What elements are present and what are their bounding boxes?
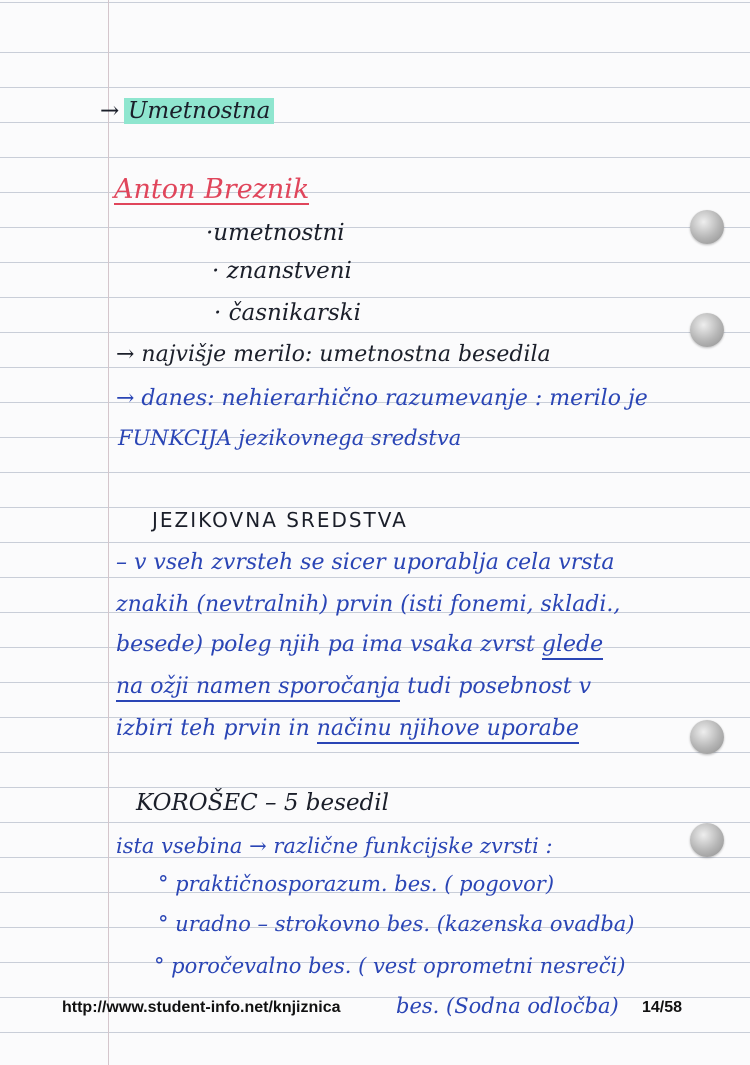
- heading-title: [124, 100, 274, 123]
- sredstva-line-4-text: tudi posebnost v: [400, 674, 592, 699]
- korosec-intro: ista vsebina → različne funkcijske zvrsti :: [116, 834, 553, 858]
- sredstva-line-4: [116, 676, 591, 698]
- breznik-item-3: · časnikarski: [214, 300, 361, 326]
- punch-hole: [690, 313, 724, 347]
- sredstva-line-1: – v vseh zvrsteh se sicer uporablja cela vrsta: [116, 550, 615, 575]
- sredstva-line-3-text: besede) poleg njih pa ima vsaka zvrst: [116, 632, 542, 657]
- korosec-item-1: ° praktičnosporazum. bes. ( pogovor): [158, 872, 555, 896]
- heading-title-text: Umetnostna: [124, 98, 274, 124]
- sredstva-line-5-underlined: načinu njihove uporabe: [317, 716, 579, 744]
- section-title-korosec: KOROŠEC – 5 besedil: [136, 790, 389, 816]
- breznik-name: Anton Breznik: [114, 174, 310, 205]
- sredstva-line-3-underlined: glede: [542, 632, 603, 660]
- punch-hole: [690, 823, 724, 857]
- footer-url: http://www.student-info.net/knjiznica: [62, 999, 341, 1016]
- margin-line: [108, 0, 109, 1065]
- sredstva-line-5-text: izbiri teh prvin in: [116, 716, 317, 741]
- breznik-item-1: ·umetnostni: [206, 220, 345, 246]
- sredstva-line-4-underlined: na ožji namen sporočanja: [116, 674, 400, 702]
- funkcija-line: FUNKCIJA jezikovnega sredstva: [118, 426, 462, 450]
- korosec-item-3: ° poročevalno bes. ( vest oprometni nesreči): [154, 954, 626, 978]
- sredstva-line-3: [116, 634, 603, 656]
- breznik-item-2: · znanstveni: [212, 258, 352, 284]
- punch-hole: [690, 720, 724, 754]
- sredstva-line-2: znakih (nevtralnih) prvin (isti fonemi, skladi.,: [116, 592, 621, 617]
- korosec-item-2: ° uradno – strokovno bes. (kazenska ovadba): [158, 912, 635, 936]
- merilo-line: → najvišje merilo: umetnostna besedila: [116, 342, 551, 367]
- korosec-item-4: bes. (Sodna odločba): [396, 994, 619, 1018]
- section-title-jezikovna: JEZIKOVNA SREDSTVA: [152, 508, 408, 532]
- punch-hole: [690, 210, 724, 244]
- heading-arrow: →: [100, 98, 120, 124]
- danes-line: → danes: nehierarhično razumevanje : merilo je: [116, 386, 648, 411]
- page-number: 14/58: [642, 999, 683, 1016]
- sredstva-line-5: [116, 718, 579, 740]
